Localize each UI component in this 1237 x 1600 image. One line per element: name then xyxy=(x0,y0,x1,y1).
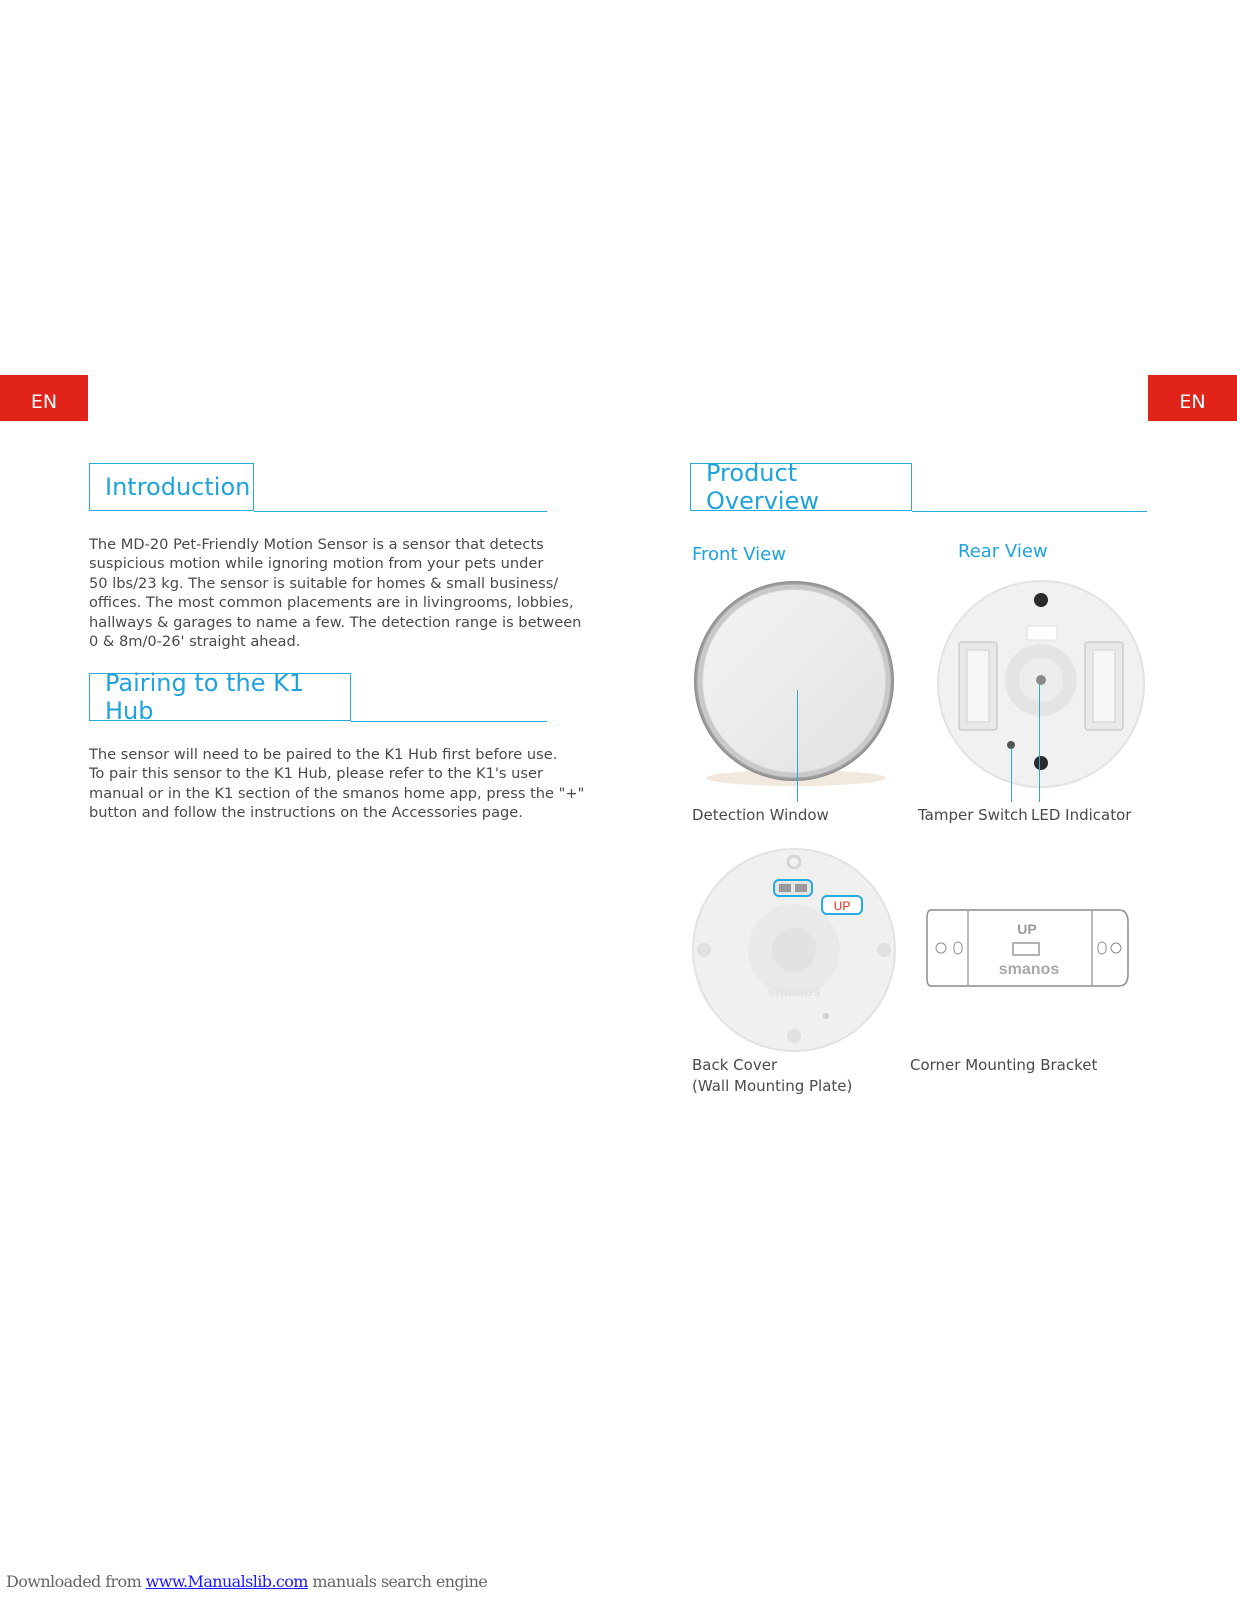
back-cover-image xyxy=(690,844,902,1054)
tamper-switch-caption: Tamper Switch xyxy=(918,806,1028,824)
pairing-line: To pair this sensor to the K1 Hub, please refer to the K1's user xyxy=(89,765,544,783)
introduction-line: 0 & 8m/0-26' straight ahead. xyxy=(89,633,301,651)
language-tab-right-label: EN xyxy=(1179,391,1206,413)
detection-window-leader xyxy=(797,690,798,802)
introduction-paragraph xyxy=(89,535,581,651)
tamper-switch-leader xyxy=(1011,748,1012,802)
footer-suffix: manuals search engine xyxy=(307,1572,488,1591)
pairing-line: button and follow the instructions on the Accessories page. xyxy=(89,804,523,822)
back-cover-brand-mark: smanos xyxy=(767,983,821,999)
pairing-paragraph xyxy=(89,745,584,823)
footer-prefix: Downloaded from xyxy=(6,1572,146,1591)
led-indicator-caption: LED Indicator xyxy=(1031,806,1132,824)
back-cover-caption xyxy=(692,1055,852,1097)
pairing-heading-text: Pairing to the K1 Hub xyxy=(105,669,305,725)
back-cover-up-label: UP xyxy=(833,899,851,913)
front-view-title: Front View xyxy=(692,544,786,565)
introduction-line: offices. The most common placements are in livingrooms, lobbies, xyxy=(89,594,574,612)
introduction-heading xyxy=(89,463,254,511)
introduction-line: The MD-20 Pet-Friendly Motion Sensor is a sensor that detects xyxy=(89,536,544,553)
back-cover-caption-line2: (Wall Mounting Plate) xyxy=(692,1077,853,1095)
detection-window-caption: Detection Window xyxy=(692,806,829,824)
introduction-line: hallways & garages to name a few. The detection range is between xyxy=(89,613,582,631)
language-tab-left-label: EN xyxy=(30,391,58,413)
pairing-heading xyxy=(89,669,351,725)
product-overview-heading xyxy=(690,459,912,515)
rear-view-sensor-image xyxy=(937,580,1145,788)
front-view-sensor-image xyxy=(690,580,902,792)
back-cover-caption-line1: Back Cover xyxy=(692,1056,778,1074)
pairing-line: manual or in the K1 section of the smanos home app, press the "+" xyxy=(89,784,585,802)
bracket-brand-mark: smanos xyxy=(998,961,1060,978)
introduction-line: suspicious motion while ignoring motion from your pets under xyxy=(89,555,544,573)
introduction-rule xyxy=(254,511,547,512)
introduction-line: 50 lbs/23 kg. The sensor is suitable for homes & small business/ xyxy=(89,574,559,592)
bracket-up-label: UP xyxy=(1017,921,1037,937)
download-footer xyxy=(6,1572,487,1591)
language-tab-left xyxy=(0,375,88,421)
rear-view-title: Rear View xyxy=(958,541,1048,562)
pairing-line: The sensor will need to be paired to the K1 Hub first before use. xyxy=(89,746,558,763)
corner-mounting-bracket-image xyxy=(925,906,1132,990)
product-overview-heading-text: Product Overview xyxy=(706,459,819,515)
introduction-heading-text: Introduction xyxy=(105,473,251,501)
product-overview-rule xyxy=(912,511,1147,512)
manualslib-link[interactable]: www.Manualslib.com xyxy=(145,1572,308,1591)
corner-bracket-caption: Corner Mounting Bracket xyxy=(910,1056,1098,1074)
led-indicator-leader xyxy=(1039,684,1040,802)
pairing-rule xyxy=(351,721,547,722)
language-tab-right xyxy=(1148,375,1237,421)
